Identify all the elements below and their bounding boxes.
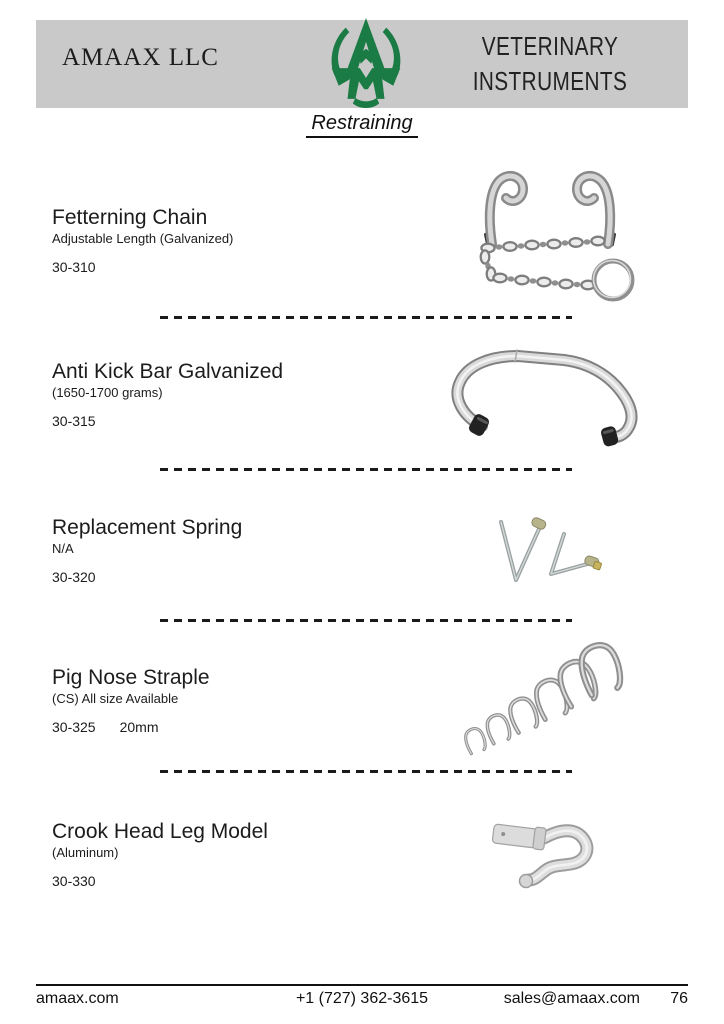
footer-page-number: 76 <box>670 990 688 1007</box>
anti-kick-bar-image <box>424 333 669 455</box>
product-code: 30-310 <box>52 259 96 275</box>
category-title: Restraining <box>306 112 417 138</box>
product-replacement-spring <box>52 516 242 585</box>
footer-rule <box>36 984 688 986</box>
product-code: 30-315 <box>52 413 96 429</box>
product-anti-kick-bar <box>52 360 283 429</box>
product-name: Replacement Spring <box>52 516 243 539</box>
dashed-divider <box>160 770 572 773</box>
replacement-spring-image <box>463 496 631 614</box>
footer-email: sales@amaax.com <box>503 990 640 1007</box>
product-description: (CS) All size Available <box>52 691 179 706</box>
amaax-logo-icon <box>322 18 410 113</box>
product-size: 20mm <box>119 719 159 735</box>
crook-head-leg-image <box>474 800 626 900</box>
company-name: AMAAX LLC <box>62 44 219 71</box>
category-heading <box>0 112 724 138</box>
product-description: (Aluminum) <box>52 845 119 860</box>
page-title-line2: INSTRUMENTS <box>472 66 628 96</box>
footer-website: amaax.com <box>36 990 119 1007</box>
product-name: Pig Nose Straple <box>52 666 210 689</box>
dashed-divider <box>160 619 572 622</box>
product-description: (1650-1700 grams) <box>52 385 163 400</box>
page-title-line1: VETERINARY <box>481 31 619 61</box>
dashed-divider <box>160 468 572 471</box>
product-description: Adjustable Length (Galvanized) <box>52 231 234 246</box>
product-crook-head-leg-model <box>52 820 268 889</box>
product-fettering-chain <box>52 206 233 275</box>
product-name: Anti Kick Bar Galvanized <box>52 360 284 383</box>
dashed-divider <box>160 316 572 319</box>
product-pig-nose-straple <box>52 666 210 735</box>
page-title <box>472 29 629 99</box>
pig-nose-staples-image <box>450 640 670 770</box>
product-name: Crook Head Leg Model <box>52 820 268 843</box>
product-code: 30-330 <box>52 873 96 889</box>
product-code: 30-320 <box>52 569 96 585</box>
footer-phone: +1 (727) 362-3615 <box>295 990 429 1007</box>
fettering-chain-image <box>436 164 668 304</box>
product-name: Fetterning Chain <box>52 206 208 229</box>
product-code: 30-325 <box>52 719 96 735</box>
product-description: N/A <box>52 541 74 556</box>
